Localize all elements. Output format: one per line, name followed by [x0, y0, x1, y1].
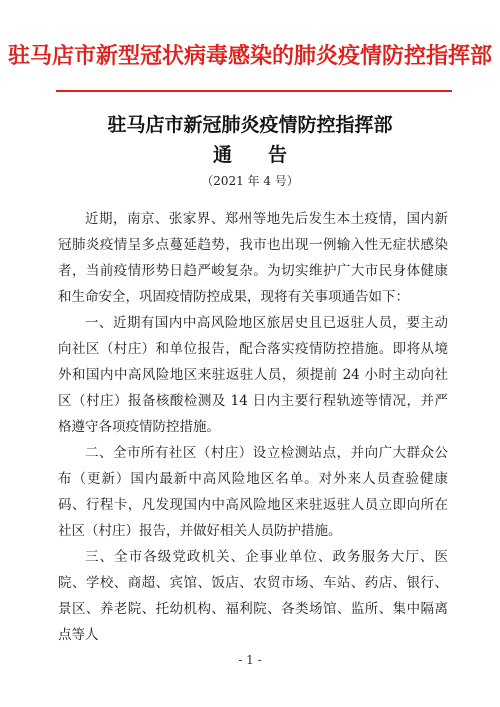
- red-letterhead: 驻马店市新型冠状病毒感染的肺炎疫情防控指挥部: [7, 43, 492, 69]
- document-number: （2021 年 4 号）: [201, 174, 299, 188]
- paragraph-item-1: 一、近期有国内中高风险地区旅居史且已返驻人员，要主动向社区（村庄）和单位报告，配合落实疫情防控措施。即将从境外和国内中高风险地区来驻返驻人员，须提前 24 小时主动向社区（村庄）报备核酸检测及 14 日内主要行程轨迹等情况，并严格遵守各项疫情防控措施。: [58, 315, 448, 435]
- red-divider-line: [56, 90, 452, 92]
- page-number: - 1 -: [238, 653, 262, 667]
- paragraph-intro: 近期，南京、张家界、郑州等地先后发生本土疫情，国内新冠肺炎疫情呈多点蔓延趋势，我市也出现一例输入性无症状感染者，当前疫情形势日趋严峻复杂。为切实维护广大市民身体健康和生命安全，巩固疫情防控成果，现将有关事项通告如下：: [58, 211, 448, 305]
- paragraph-item-2: 二、全市所有社区（村庄）设立检测站点，并向广大群众公布（更新）国内最新中高风险地区名单。对外来人员查验健康码、行程卡，凡发现国内中高风险地区来驻返驻人员立即向所在社区（村庄）报告，并做好相关人员防护措施。: [58, 445, 448, 539]
- document-type-title: 通告: [212, 144, 323, 166]
- paragraph-item-3: 三、全市各级党政机关、企事业单位、政务服务大厅、医院、学校、商超、宾馆、饭店、农贸市场、车站、药店、银行、景区、养老院、托幼机构、福利院、各类场馆、监所、集中隔离点等人: [58, 549, 448, 643]
- issuer-title: 驻马店市新冠肺炎疫情防控指挥部: [107, 114, 393, 136]
- document-body: [58, 206, 448, 648]
